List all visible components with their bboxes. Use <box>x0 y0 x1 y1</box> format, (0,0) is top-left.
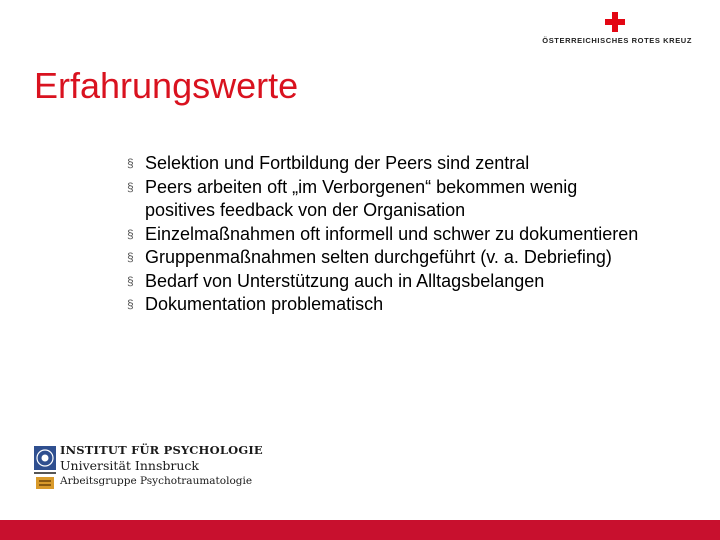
institute-logo <box>33 443 263 493</box>
bullet-item: § Peers arbeiten oft „im Verborgenen“ bekommen wenig positives feedback von der Organisation <box>127 176 647 223</box>
bullet-item: § Selektion und Fortbildung der Peers sind zentral <box>127 152 647 176</box>
workgroup-line: Arbeitsgruppe Psychotraumatologie <box>60 475 253 487</box>
red-cross-logo <box>542 10 692 46</box>
bullet-item: § Einzelmaßnahmen oft informell und schwer zu dokumentieren <box>127 223 647 247</box>
institute-text <box>60 443 263 489</box>
footer-bar <box>0 520 720 540</box>
slide-title: Erfahrungswerte <box>34 65 299 106</box>
red-cross-icon <box>605 12 625 32</box>
institute-line: INSTITUT FÜR PSYCHOLOGIE <box>60 443 263 457</box>
bullet-item: § Gruppenmaßnahmen selten durchgeführt (v. a. Debriefing) <box>127 246 647 270</box>
university-line: Universität Innsbruck <box>60 458 199 473</box>
bullet-list <box>127 152 647 317</box>
organization-name: ÖSTERREICHISCHES ROTES KREUZ <box>542 36 692 45</box>
bullet-item: § Bedarf von Unterstützung auch in Alltagsbelangen <box>127 270 647 294</box>
bullet-item: § Dokumentation problematisch <box>127 293 647 317</box>
university-seal-icon <box>33 445 57 491</box>
